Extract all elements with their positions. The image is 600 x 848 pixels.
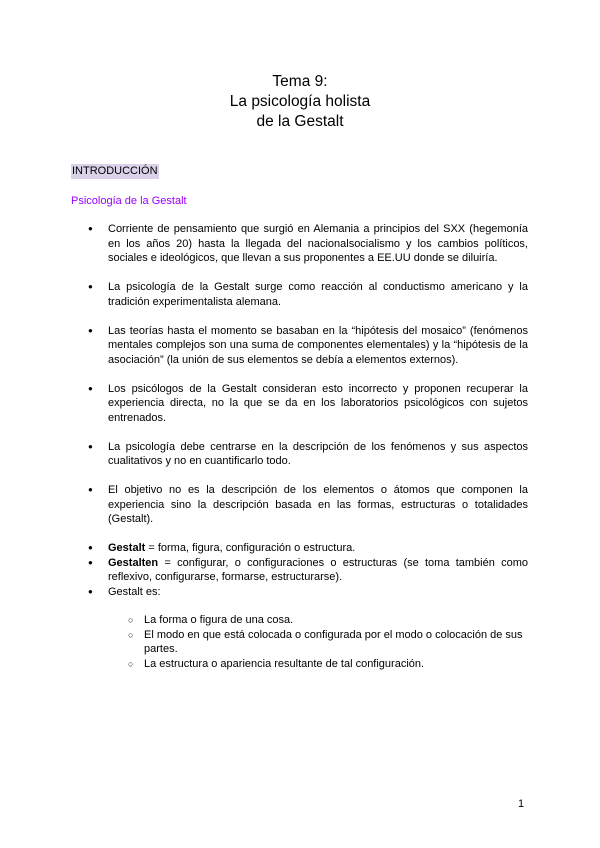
- bullet-item: ● La psicología de la Gestalt surge como reacción al conductismo americano y la tradición experimentalista alemana.: [108, 280, 528, 309]
- bullet-item-gestalt: [108, 541, 528, 556]
- sub-bullet-item: ○ La forma o figura de una cosa.: [144, 613, 528, 628]
- gestalt-es-label: Gestalt es:: [108, 585, 161, 598]
- sub-bullet-item: ○ La estructura o apariencia resultante de tal configuración.: [144, 657, 528, 672]
- document-title: [0, 72, 600, 132]
- term-gestalten: Gestalten: [108, 556, 159, 569]
- sub-bullet-list: [108, 613, 528, 671]
- bullet-list: [108, 222, 528, 671]
- term-gestalt: Gestalt: [108, 542, 146, 554]
- subsection-heading: Psicología de la Gestalt: [71, 195, 187, 207]
- bullet-item-gestalten: [108, 556, 528, 585]
- definition-gestalt: = forma, figura, configuración o estructura.: [145, 542, 356, 554]
- bullet-item: ● Corriente de pensamiento que surgió en Alemania a principios del SXX (hegemonía en los años 20) hasta la llegada del nacionalsocialismo y los cambios políticos, sociales e ideológicos, que llevan a sus proponentes a EE.UU donde se diluiría.: [108, 222, 528, 266]
- sub-bullet-item: ○ El modo en que está colocada o configurada por el modo o colocación de sus partes.: [144, 628, 528, 657]
- bullet-item: ● La psicología debe centrarse en la descripción de los fenómenos y sus aspectos cualitativos y no en cuantificarlo todo.: [108, 440, 528, 469]
- title-line-2: La psicología holista: [229, 93, 371, 110]
- bullet-item-gestalt-es: [108, 585, 528, 672]
- title-line-3: de la Gestalt: [256, 113, 344, 130]
- page-number: 1: [518, 798, 525, 810]
- title-line-1: Tema 9:: [272, 73, 328, 90]
- bullet-item: ● El objetivo no es la descripción de los elementos o átomos que componen la experiencia sino la descripción basada en las formas, estructuras o totalidades (Gestalt).: [108, 483, 528, 527]
- definition-gestalten: = configurar, o configuraciones o estructuras (se toma también como reflexivo, configurarse, formarse, estructurarse).: [108, 556, 528, 583]
- bullet-item: ● Los psicólogos de la Gestalt consideran esto incorrecto y proponen recuperar la experiencia directa, no la que se da en los laboratorios psicológicos con sujetos entrenados.: [108, 382, 528, 426]
- section-heading: INTRODUCCIÓN: [72, 165, 158, 177]
- bullet-item: ● Las teorías hasta el momento se basaban en la “hipótesis del mosaico” (fenómenos mentales complejos son una suma de componentes elementales) y la “hipótesis de la asociación” (la unión de sus elementos se debía a elementos externos).: [108, 324, 528, 368]
